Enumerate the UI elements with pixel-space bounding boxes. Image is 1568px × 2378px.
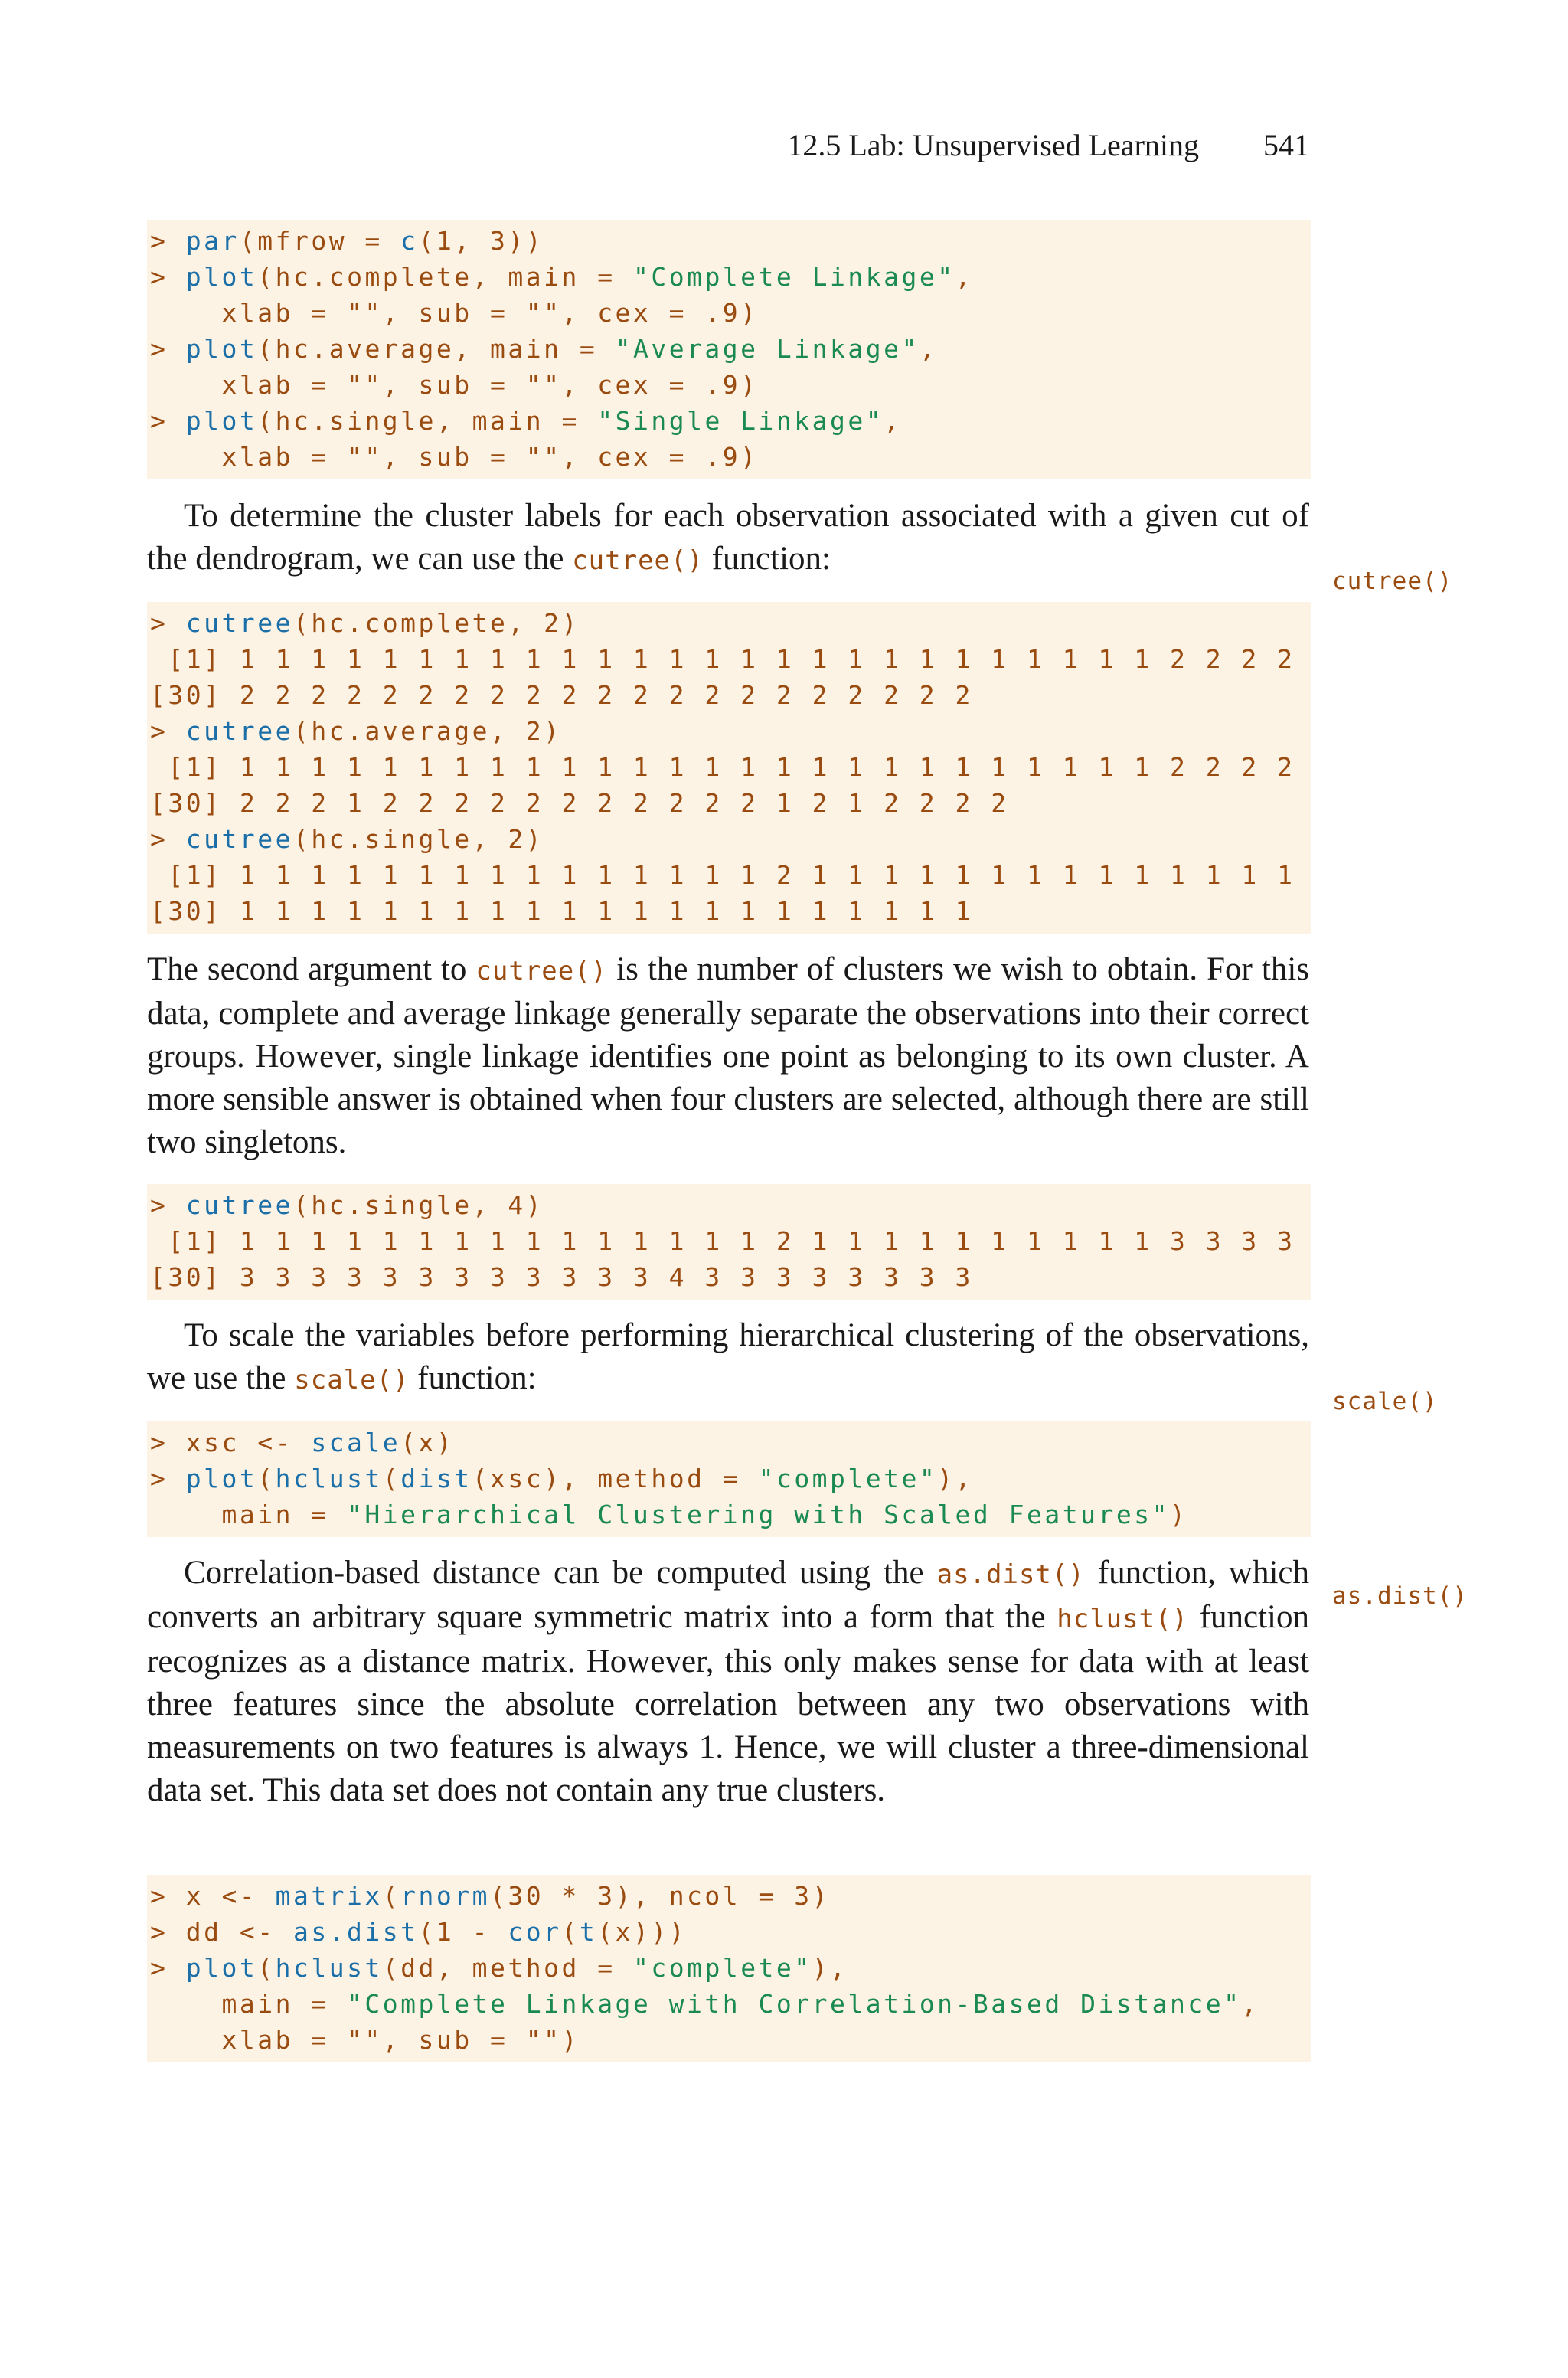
code-token: (hc.single, main = — [257, 406, 598, 436]
code-token: cutree — [185, 1190, 293, 1220]
code-token: > — [150, 824, 186, 854]
code-token: [1] 1 1 1 1 1 1 1 1 1 1 1 1 1 1 1 2 1 1 1 1 1 1 1 1 1 1 1 1 1 1 — [150, 860, 1295, 890]
code-token: as.dist — [292, 1917, 419, 1947]
code-line — [150, 259, 1311, 295]
code-token: "Complete Linkage with Correlation-Based Distance" — [347, 1989, 1242, 2019]
section-title: 12.5 Lab: Unsupervised Learning — [787, 128, 1199, 162]
code-token: hclust — [275, 1464, 383, 1493]
code-token: (x) — [400, 1428, 455, 1457]
code-line — [150, 1425, 1311, 1460]
margin-note-as-dist: as.dist() — [1332, 1582, 1468, 1610]
para-text: The second argument to — [147, 951, 476, 987]
code-token: ( — [257, 1464, 276, 1493]
margin-note-cutree: cutree() — [1332, 568, 1453, 595]
code-token: matrix — [275, 1881, 383, 1911]
code-token: plot — [185, 1953, 258, 1983]
paragraph-as-dist — [147, 1552, 1309, 1812]
code-token: "Single Linkage" — [597, 406, 884, 436]
code-line — [150, 223, 1311, 259]
code-token: (x))) — [597, 1917, 688, 1947]
code-token: rnorm — [400, 1881, 491, 1911]
code-token: > — [150, 716, 186, 746]
code-token: > — [150, 262, 186, 292]
inline-code-scale: scale() — [294, 1365, 410, 1395]
code-line — [150, 605, 1311, 641]
code-line — [150, 713, 1311, 749]
code-token: plot — [185, 406, 258, 436]
margin-note-scale: scale() — [1332, 1388, 1438, 1415]
code-token: t — [579, 1917, 598, 1947]
code-token: ( — [382, 1881, 401, 1911]
code-token: [30] 3 3 3 3 3 3 3 3 3 3 3 3 4 3 3 3 3 3 3 3 3 — [150, 1262, 973, 1292]
code-token: par — [185, 226, 240, 256]
code-token: scale — [311, 1428, 401, 1457]
running-head — [147, 127, 1309, 163]
code-token: ), — [937, 1464, 974, 1493]
code-token: (hc.single, 4) — [292, 1190, 544, 1220]
code-token: (hc.average, 2) — [292, 716, 562, 746]
code-line — [150, 403, 1311, 439]
code-line — [150, 1223, 1311, 1259]
code-token: [1] 1 1 1 1 1 1 1 1 1 1 1 1 1 1 1 2 1 1 1 1 1 1 1 1 1 1 3 3 3 3 — [150, 1226, 1295, 1256]
code-token: > — [150, 406, 186, 436]
code-token: "Average Linkage" — [615, 334, 920, 364]
inline-code-cutree: cutree() — [475, 956, 608, 986]
code-line — [150, 1259, 1311, 1295]
code-token: > — [150, 608, 186, 638]
code-line — [150, 331, 1311, 367]
code-token: (hc.average, main = — [257, 334, 616, 364]
code-line — [150, 1950, 1311, 1986]
para-text: function: — [409, 1360, 537, 1396]
code-token: [1] 1 1 1 1 1 1 1 1 1 1 1 1 1 1 1 1 1 1 1 1 1 1 1 1 1 1 2 2 2 2 — [150, 752, 1295, 782]
inline-code-as-dist: as.dist() — [936, 1559, 1085, 1590]
code-line — [150, 1878, 1311, 1914]
code-token: (hc.single, 2) — [292, 824, 544, 854]
code-token: main = — [150, 1500, 348, 1529]
para-text: function, which converts an arbitrary square symmetric matrix into a form that the — [147, 1555, 1309, 1635]
code-token: xlab = "", sub = "", cex = .9) — [150, 442, 759, 472]
code-token: [1] 1 1 1 1 1 1 1 1 1 1 1 1 1 1 1 1 1 1 1 1 1 1 1 1 1 1 2 2 2 2 — [150, 644, 1295, 674]
code-token: > — [150, 1190, 186, 1220]
paragraph-cutree-intro — [147, 495, 1309, 582]
code-token: > xsc <- — [150, 1428, 312, 1457]
code-token: (dd, method = — [382, 1953, 633, 1983]
code-token: xlab = "", sub = "", cex = .9) — [150, 298, 759, 328]
code-token: "complete" — [632, 1953, 812, 1983]
para-text: is the number of clusters we wish to obtain. For this data, complete and average linkage generally separate the observations into their correct groups. However, single linkage identifies one point as belonging to its own cluster. A more sensible answer is obtained when four clusters are selected, although there are still two singletons. — [147, 951, 1309, 1160]
code-token: plot — [185, 334, 258, 364]
code-token: cutree — [185, 608, 293, 638]
para-text: To scale the variables before performing hierarchical clustering of the observations, we use the — [147, 1317, 1309, 1396]
code-line — [150, 749, 1311, 785]
code-token: ), — [812, 1953, 848, 1983]
code-token: "complete" — [758, 1464, 938, 1493]
code-line — [150, 295, 1311, 331]
code-line — [150, 439, 1311, 475]
code-token: (1 - — [418, 1917, 508, 1947]
code-line — [150, 821, 1311, 857]
page-number: 541 — [1263, 128, 1309, 162]
code-line — [150, 857, 1311, 893]
code-token: cutree — [185, 716, 293, 746]
code-token: cor — [508, 1917, 562, 1947]
code-token: (mfrow = — [239, 226, 401, 256]
code-line — [150, 1187, 1311, 1223]
code-token: > — [150, 1464, 186, 1493]
para-text: To determine the cluster labels for each observation associated with a given cut of the dendrogram, we can use the — [147, 498, 1309, 577]
paragraph-cutree-explanation — [147, 948, 1309, 1164]
code-token: c — [400, 226, 419, 256]
code-token: plot — [185, 262, 258, 292]
code-token: > — [150, 334, 186, 364]
code-token: (hc.complete, 2) — [292, 608, 580, 638]
code-block-cutree-output — [147, 602, 1311, 934]
para-text: function recognizes as a distance matrix. However, this only makes sense for data with at least three features since the absolute correlation between any two observations with measurements on two features is always 1. Hence, we will cluster a three-dimensional data set. This data set does not contain any true clusters. — [147, 1599, 1309, 1808]
para-text: Correlation-based distance can be computed using the — [184, 1555, 937, 1591]
code-token: , — [884, 406, 902, 436]
code-token: ( — [561, 1917, 580, 1947]
code-line — [150, 677, 1311, 713]
code-token: plot — [185, 1464, 258, 1493]
code-token: (xsc), method = — [472, 1464, 759, 1493]
code-token: [30] 2 2 2 1 2 2 2 2 2 2 2 2 2 2 2 1 2 1 2 2 2 2 — [150, 788, 1009, 818]
code-token: , — [955, 262, 973, 292]
code-token: cutree — [185, 824, 293, 854]
code-token: (30 * 3), ncol = 3) — [490, 1881, 831, 1911]
paragraph-scale-intro — [147, 1314, 1309, 1402]
code-line — [150, 1460, 1311, 1496]
code-token: [30] 2 2 2 2 2 2 2 2 2 2 2 2 2 2 2 2 2 2 2 2 2 — [150, 680, 973, 710]
code-token: xlab = "", sub = "") — [150, 2025, 580, 2055]
para-text: function: — [703, 541, 831, 577]
code-token: > — [150, 226, 186, 256]
code-token: "Complete Linkage" — [632, 262, 956, 292]
code-line — [150, 785, 1311, 821]
code-token: xlab = "", sub = "", cex = .9) — [150, 370, 759, 400]
code-token: , — [919, 334, 938, 364]
code-token: > x <- — [150, 1881, 276, 1911]
code-token: ( — [257, 1953, 276, 1983]
code-token: "Hierarchical Clustering with Scaled Features" — [347, 1500, 1170, 1529]
code-line — [150, 641, 1311, 677]
code-line — [150, 1986, 1311, 2022]
code-token: [30] 1 1 1 1 1 1 1 1 1 1 1 1 1 1 1 1 1 1 1 1 1 — [150, 896, 973, 926]
inline-code-hclust: hclust() — [1057, 1604, 1189, 1634]
code-line — [150, 367, 1311, 403]
code-token: dist — [400, 1464, 472, 1493]
inline-code-cutree: cutree() — [572, 545, 704, 576]
code-line — [150, 893, 1311, 929]
code-token: main = — [150, 1989, 348, 2019]
code-token: , — [1241, 1989, 1259, 2019]
code-line — [150, 1914, 1311, 1950]
code-token: > dd <- — [150, 1917, 293, 1947]
code-token: ( — [382, 1464, 401, 1493]
code-token: (1, 3)) — [418, 226, 544, 256]
code-block-scale — [147, 1421, 1311, 1537]
code-line — [150, 2022, 1311, 2058]
code-line — [150, 1496, 1311, 1532]
code-block-cutree-four — [147, 1184, 1311, 1300]
code-block-par-plot — [147, 220, 1311, 479]
code-token: > — [150, 1953, 186, 1983]
code-token: hclust — [275, 1953, 383, 1983]
code-block-correlation — [147, 1875, 1311, 2062]
code-token: ) — [1169, 1500, 1188, 1529]
code-token: (hc.complete, main = — [257, 262, 633, 292]
